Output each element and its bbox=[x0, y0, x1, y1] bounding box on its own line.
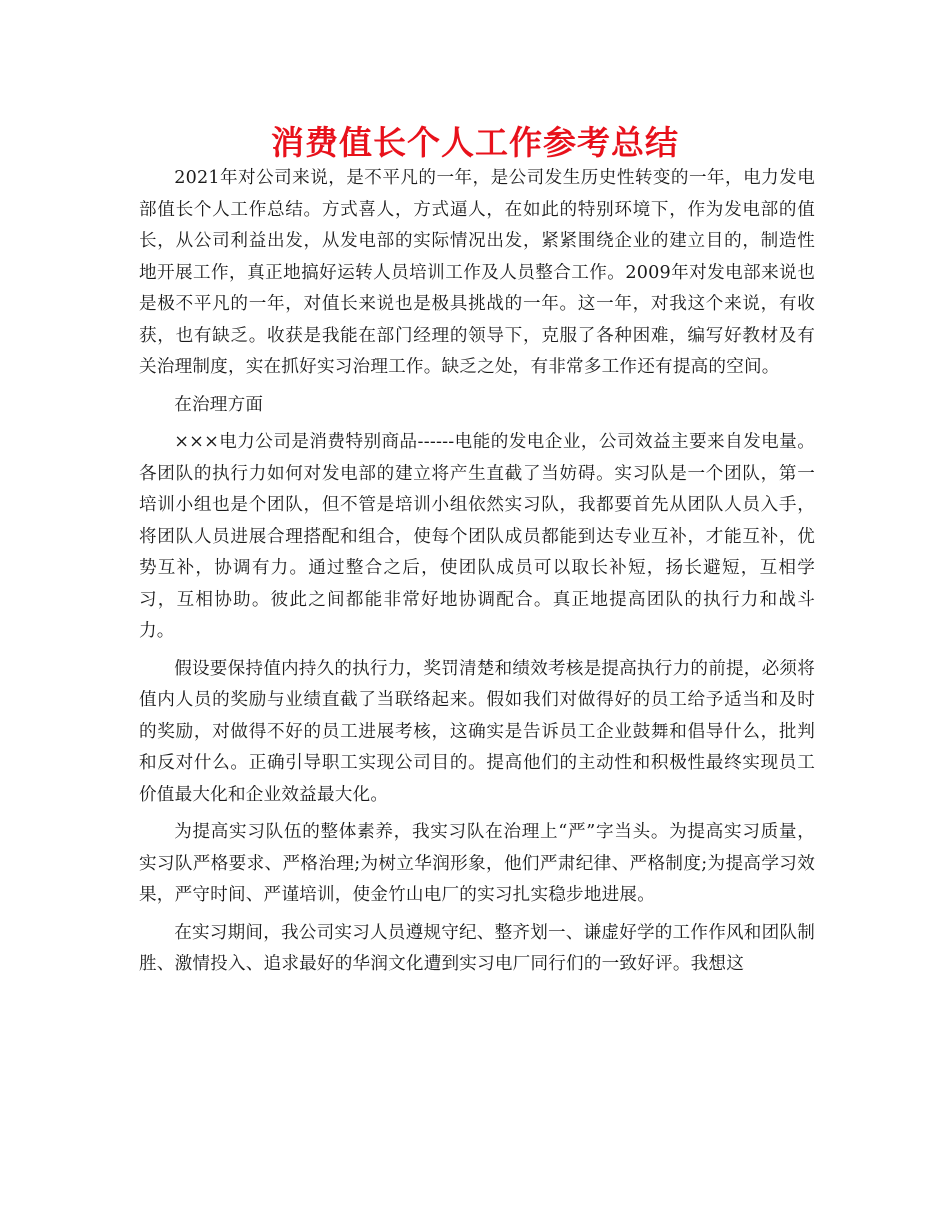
paragraph-discipline: 为提高实习队伍的整体素养，我实习队在治理上“严”字当头。为提高实习质量，实习队严格要求、严格治理;为树立华润形象，他们严肃纪律、严格制度;为提高学习效果，严守时间、严谨培训，使金竹山电厂的实习扎实稳步地进展。 bbox=[139, 822, 815, 905]
paragraph-section-heading: 在治理方面 bbox=[174, 394, 264, 415]
paragraph-team: ×××电力公司是消费特别商品------电能的发电企业，公司效益主要来自发电量。各团队的执行力如何对发电部的建立将产生直截了当妨碍。实习队是一个团队，第一培训小组也是个团队，但不管是培训小组依然实习队，我都要首先从团队人员入手，将团队人员进展合理搭配和组合，使每个团队成员都能到达专业互补，才能互补，优势互补，协调有力。通过整合之后，使团队成员可以取长补短，扬长避短，互相学习，互相协助。彼此之间都能非常好地协调配合。真正地提高团队的执行力和战斗力。 bbox=[139, 432, 815, 641]
document-title: 消费值长个人工作参考总结 bbox=[271, 123, 679, 162]
paragraph-internship: 在实习期间，我公司实习人员遵规守纪、整齐划一、谦虚好学的工作作风和团队制胜、激情投入、追求最好的华润文化遭到实习电厂同行们的一致好评。我想这 bbox=[139, 922, 815, 974]
document-body bbox=[139, 163, 815, 987]
paragraph-incentives: 假设要保持值内持久的执行力，奖罚清楚和绩效考核是提高执行力的前提，必须将值内人员的奖励与业绩直截了当联络起来。假如我们对做得好的员工给予适当和及时的奖励，对做得不好的员工进展考核，这确实是告诉员工企业鼓舞和倡导什么，批判和反对什么。正确引导职工实现公司目的。提高他们的主动性和积极性最终实现员工价值最大化和企业效益最大化。 bbox=[139, 658, 815, 805]
paragraph-intro: 2021年对公司来说，是不平凡的一年，是公司发生历史性转变的一年，电力发电部值长个人工作总结。方式喜人，方式逼人，在如此的特别环境下，作为发电部的值长，从公司利益出发，从发电部的实际情况出发，紧紧围绕企业的建立目的，制造性地开展工作，真正地搞好运转人员培训工作及人员整合工作。2009年对发电部来说也是极不平凡的一年，对值长来说也是极具挑战的一年。这一年，对我这个来说，有收获，也有缺乏。收获是我能在部门经理的领导下，克服了各种困难，编写好教材及有关治理制度，实在抓好实习治理工作。缺乏之处，有非常多工作还有提高的空间。 bbox=[139, 168, 815, 377]
